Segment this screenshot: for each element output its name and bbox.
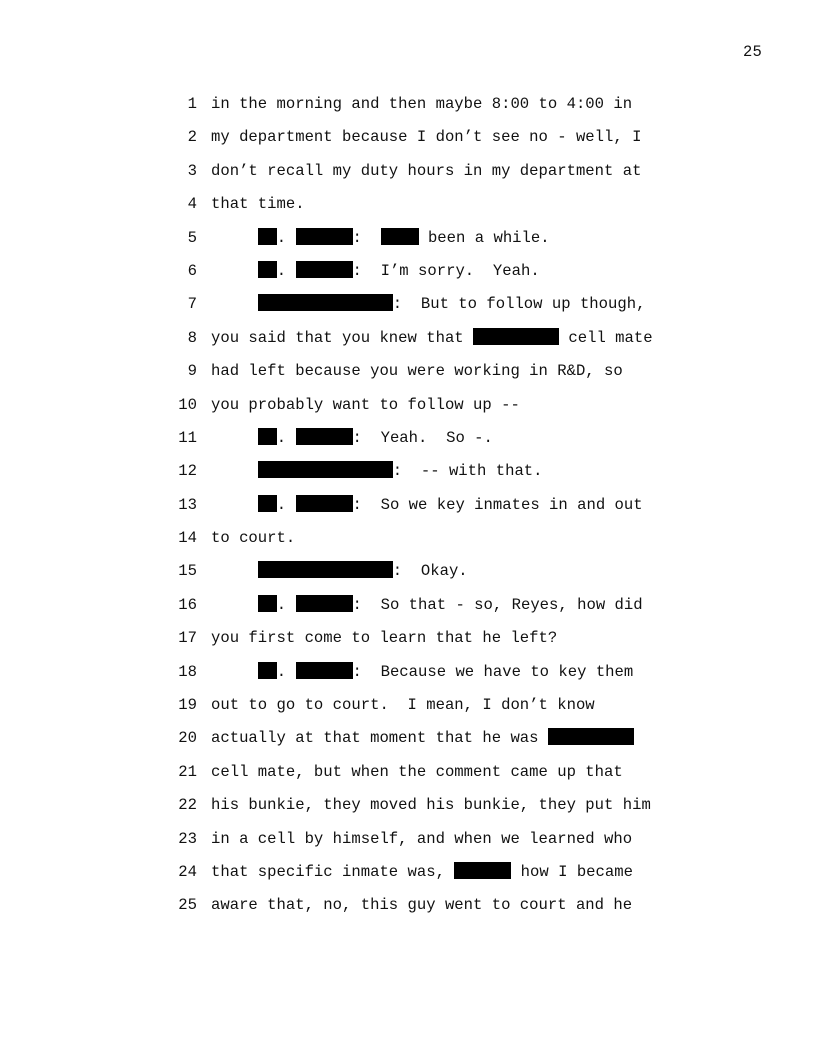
line-text-segment: . xyxy=(276,495,296,514)
redaction-block xyxy=(296,495,353,512)
line-number: 22 xyxy=(178,796,197,815)
line-text-segment: you said that you knew that xyxy=(211,328,474,347)
line-text xyxy=(211,859,633,885)
line-number: 25 xyxy=(178,896,197,915)
line-number: 17 xyxy=(178,629,197,648)
transcript-line xyxy=(0,725,816,758)
line-text xyxy=(211,392,520,418)
line-number: 7 xyxy=(187,295,197,314)
line-text-segment xyxy=(211,229,258,247)
line-text-segment: . xyxy=(276,261,296,280)
transcript-line xyxy=(0,859,816,892)
line-text xyxy=(211,759,623,785)
redaction-block xyxy=(296,595,353,612)
line-number: 20 xyxy=(178,729,197,748)
redaction-block xyxy=(296,228,353,245)
line-text-segment: aware that, no, this guy went to court and he xyxy=(211,896,633,915)
line-number: 15 xyxy=(178,562,197,581)
line-number: 12 xyxy=(178,462,197,481)
transcript-line xyxy=(0,291,816,324)
line-number: 24 xyxy=(178,862,197,881)
redaction-block xyxy=(473,328,559,345)
transcript-line xyxy=(0,659,816,692)
line-text xyxy=(211,792,651,818)
line-number: 11 xyxy=(178,428,197,447)
line-text-segment: don’t recall my duty hours in my department at xyxy=(211,161,642,180)
line-text-segment: how I became xyxy=(511,862,633,881)
redaction-block xyxy=(258,595,277,612)
line-text-segment: : Because we have to key them xyxy=(352,662,634,681)
line-text-segment: : So we key inmates in and out xyxy=(352,495,643,514)
line-text xyxy=(211,325,653,351)
line-text xyxy=(211,258,540,284)
transcript-line xyxy=(0,826,816,859)
line-text-segment xyxy=(211,429,258,447)
line-text-segment: cell mate, but when the comment came up that xyxy=(211,762,623,781)
line-text-segment xyxy=(211,562,258,580)
redaction-block xyxy=(258,294,393,311)
line-text-segment: : But to follow up though, xyxy=(392,295,646,314)
transcript-line xyxy=(0,91,816,124)
transcript-line xyxy=(0,191,816,224)
line-text xyxy=(211,525,295,551)
line-text xyxy=(211,358,623,384)
redaction-block xyxy=(296,261,353,278)
redaction-block xyxy=(296,662,353,679)
line-text xyxy=(211,725,634,751)
line-text-segment xyxy=(211,596,258,614)
transcript-line xyxy=(0,525,816,558)
line-text-segment: : xyxy=(352,228,381,247)
line-text-segment: my department because I don’t see no - well, I xyxy=(211,128,642,147)
line-text-segment xyxy=(211,663,258,681)
transcript-line xyxy=(0,425,816,458)
transcript-line xyxy=(0,258,816,291)
line-text-segment xyxy=(211,295,258,313)
line-text xyxy=(211,458,543,484)
line-text xyxy=(211,625,557,651)
transcript-line xyxy=(0,558,816,591)
line-number: 21 xyxy=(178,762,197,781)
line-number: 1 xyxy=(187,95,197,113)
transcript-line xyxy=(0,492,816,525)
redaction-block xyxy=(258,228,277,245)
line-number: 4 xyxy=(187,195,197,214)
line-number: 14 xyxy=(178,529,197,548)
transcript-line xyxy=(0,592,816,625)
redaction-block xyxy=(548,728,634,745)
line-text xyxy=(211,225,550,251)
line-text xyxy=(211,158,641,184)
line-text-segment xyxy=(211,262,258,280)
line-text-segment: . xyxy=(276,428,296,447)
line-text-segment: his bunkie, they moved his bunkie, they put him xyxy=(211,796,651,815)
line-text xyxy=(211,291,645,317)
line-text xyxy=(211,659,633,685)
line-text xyxy=(211,826,632,852)
redaction-block xyxy=(258,461,393,478)
line-text xyxy=(211,124,641,150)
line-text xyxy=(211,592,643,618)
line-text-segment: to court. xyxy=(211,529,296,548)
line-text-segment: you first come to learn that he left? xyxy=(211,629,558,648)
transcript-line xyxy=(0,124,816,157)
redaction-block xyxy=(258,495,277,512)
transcript-line xyxy=(0,458,816,491)
line-text xyxy=(211,492,643,518)
line-number: 2 xyxy=(187,128,197,147)
redaction-block xyxy=(258,662,277,679)
line-text xyxy=(211,191,305,217)
redaction-block xyxy=(258,261,277,278)
transcript-line xyxy=(0,225,816,258)
line-number: 16 xyxy=(178,595,197,614)
line-text-segment: : -- with that. xyxy=(392,462,543,481)
line-text-segment xyxy=(211,462,258,480)
line-text-segment: . xyxy=(276,228,296,247)
line-text-segment: that time. xyxy=(211,195,305,214)
line-number: 10 xyxy=(178,395,197,414)
line-number: 6 xyxy=(187,261,197,280)
page-number: 25 xyxy=(742,43,762,61)
transcript-line xyxy=(0,358,816,391)
line-text xyxy=(211,558,468,584)
line-text-segment: out to go to court. I mean, I don’t know xyxy=(211,696,595,715)
line-text xyxy=(211,692,595,718)
transcript-line xyxy=(0,759,816,792)
line-text-segment: actually at that moment that he was xyxy=(211,729,548,748)
transcript-line xyxy=(0,158,816,191)
line-number: 13 xyxy=(178,495,197,514)
line-text-segment xyxy=(211,496,258,514)
line-number: 9 xyxy=(187,362,197,381)
line-text-segment: : I’m sorry. Yeah. xyxy=(352,261,540,280)
line-text-segment: cell mate xyxy=(559,328,653,347)
transcript-body xyxy=(0,91,816,926)
line-number: 8 xyxy=(187,328,197,347)
redaction-block xyxy=(381,228,419,245)
line-text-segment: been a while. xyxy=(418,228,550,247)
line-text-segment: : Okay. xyxy=(392,562,468,581)
line-text-segment: that specific inmate was, xyxy=(211,862,455,881)
transcript-line xyxy=(0,692,816,725)
line-number: 18 xyxy=(178,662,197,681)
line-text xyxy=(211,91,632,117)
line-number: 3 xyxy=(187,161,197,180)
transcript-line xyxy=(0,892,816,925)
line-text-segment: . xyxy=(276,662,296,681)
line-text-segment: : Yeah. So -. xyxy=(352,428,493,447)
transcript-line xyxy=(0,325,816,358)
line-number: 19 xyxy=(178,696,197,715)
transcript-line xyxy=(0,792,816,825)
redaction-block xyxy=(296,428,353,445)
line-text-segment: you probably want to follow up -- xyxy=(211,395,520,414)
redaction-block xyxy=(258,428,277,445)
line-number: 23 xyxy=(178,829,197,848)
redaction-block xyxy=(258,561,393,578)
transcript-line xyxy=(0,625,816,658)
redaction-block xyxy=(454,862,511,879)
line-text xyxy=(211,425,493,451)
line-text-segment: in a cell by himself, and when we learned who xyxy=(211,829,633,848)
line-text-segment: in the morning and then maybe 8:00 to 4:00 in xyxy=(211,95,633,113)
line-text-segment: had left because you were working in R&D, so xyxy=(211,362,623,381)
transcript-line xyxy=(0,392,816,425)
line-text-segment: . xyxy=(276,595,296,614)
line-text xyxy=(211,892,632,918)
line-number: 5 xyxy=(187,228,197,247)
line-text-segment: : So that - so, Reyes, how did xyxy=(352,595,643,614)
